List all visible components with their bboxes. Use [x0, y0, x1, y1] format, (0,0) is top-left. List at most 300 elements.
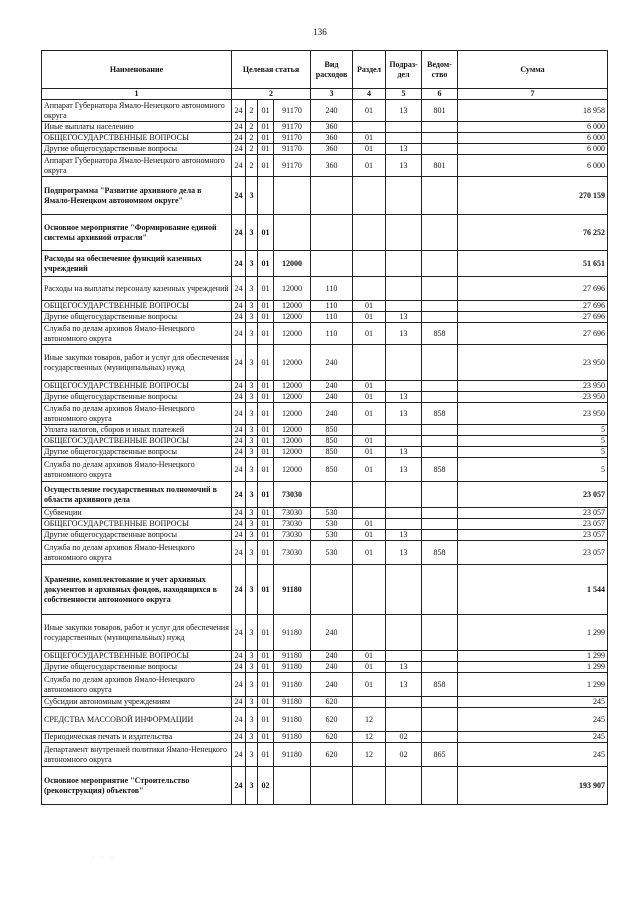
- row-sum: 6 000: [458, 133, 608, 144]
- department-code: [422, 122, 458, 133]
- target-code-3: 01: [258, 482, 274, 508]
- table-row: [42, 519, 608, 530]
- target-code-4: [274, 215, 311, 251]
- target-code-3: 01: [258, 436, 274, 447]
- expense-type: 360: [311, 122, 353, 133]
- row-sum: 245: [458, 697, 608, 708]
- expense-type: 620: [311, 697, 353, 708]
- table-row: [42, 277, 608, 301]
- department-code: [422, 651, 458, 662]
- row-name: Департамент внутренней политики Ямало-Ненецкого автономного округа: [42, 743, 232, 767]
- department-code: [422, 251, 458, 277]
- section-code: [353, 615, 386, 651]
- subsection-code: [386, 177, 422, 215]
- row-name: ОБЩЕГОСУДАРСТВЕННЫЕ ВОПРОСЫ: [42, 436, 232, 447]
- section-code: [353, 482, 386, 508]
- target-code-1: 24: [232, 519, 246, 530]
- target-code-2: 3: [246, 651, 258, 662]
- department-code: [422, 662, 458, 673]
- target-code-2: 3: [246, 508, 258, 519]
- row-name: Хранение, комплектование и учет архивных документов и архивных фондов, находящихся в собственности автономного округа: [42, 565, 232, 615]
- row-sum: 6 000: [458, 155, 608, 177]
- target-code-1: 24: [232, 100, 246, 122]
- target-code-2: 3: [246, 277, 258, 301]
- target-code-4: 73030: [274, 541, 311, 565]
- subsection-code: [386, 651, 422, 662]
- target-code-1: 24: [232, 133, 246, 144]
- table-row: [42, 177, 608, 215]
- target-code-4: 91170: [274, 155, 311, 177]
- target-code-4: 12000: [274, 312, 311, 323]
- section-code: 01: [353, 519, 386, 530]
- subsection-code: 02: [386, 743, 422, 767]
- subsection-code: 13: [386, 323, 422, 345]
- target-code-1: 24: [232, 392, 246, 403]
- target-code-4: 91170: [274, 122, 311, 133]
- page-number: 136: [313, 27, 327, 37]
- target-code-2: 3: [246, 541, 258, 565]
- department-code: 801: [422, 155, 458, 177]
- row-name: Иные выплаты населению: [42, 122, 232, 133]
- section-code: [353, 122, 386, 133]
- target-code-3: 01: [258, 743, 274, 767]
- row-name: Аппарат Губернатора Ямало-Ненецкого автономного округа: [42, 155, 232, 177]
- target-code-1: 24: [232, 277, 246, 301]
- expense-type: [311, 482, 353, 508]
- target-code-2: 3: [246, 301, 258, 312]
- subsection-code: 13: [386, 403, 422, 425]
- row-sum: 23 057: [458, 482, 608, 508]
- target-code-3: 01: [258, 708, 274, 732]
- department-code: [422, 177, 458, 215]
- department-code: [422, 436, 458, 447]
- table-row: [42, 312, 608, 323]
- target-code-3: 01: [258, 425, 274, 436]
- row-name: Другие общегосударственные вопросы: [42, 662, 232, 673]
- scan-noise: · · ·: [92, 855, 116, 861]
- target-code-1: 24: [232, 651, 246, 662]
- expense-type: 530: [311, 530, 353, 541]
- target-code-2: 2: [246, 155, 258, 177]
- department-code: [422, 301, 458, 312]
- target-code-2: 3: [246, 345, 258, 381]
- table-row: [42, 458, 608, 482]
- target-code-1: 24: [232, 732, 246, 743]
- target-code-1: 24: [232, 381, 246, 392]
- column-number-row: [42, 89, 608, 100]
- table-row: [42, 447, 608, 458]
- section-code: 01: [353, 100, 386, 122]
- target-code-1: 24: [232, 215, 246, 251]
- subsection-code: [386, 519, 422, 530]
- row-name: Периодическая печать и издательства: [42, 732, 232, 743]
- target-code-4: 12000: [274, 381, 311, 392]
- table-row: [42, 345, 608, 381]
- target-code-4: 91180: [274, 615, 311, 651]
- row-name: Расходы на выплаты персоналу казенных учреждений: [42, 277, 232, 301]
- row-sum: 23 950: [458, 392, 608, 403]
- department-code: [422, 708, 458, 732]
- row-sum: 193 907: [458, 767, 608, 805]
- row-sum: 23 950: [458, 345, 608, 381]
- table-row: [42, 708, 608, 732]
- table-row: [42, 615, 608, 651]
- expense-type: 240: [311, 673, 353, 697]
- target-code-3: 01: [258, 381, 274, 392]
- target-code-4: 12000: [274, 345, 311, 381]
- column-number: 4: [353, 89, 386, 100]
- target-code-3: 01: [258, 541, 274, 565]
- target-code-3: 01: [258, 215, 274, 251]
- row-name: ОБЩЕГОСУДАРСТВЕННЫЕ ВОПРОСЫ: [42, 519, 232, 530]
- target-code-3: 01: [258, 651, 274, 662]
- target-code-1: 24: [232, 323, 246, 345]
- target-code-4: 91170: [274, 144, 311, 155]
- section-code: 01: [353, 381, 386, 392]
- row-sum: 23 057: [458, 508, 608, 519]
- table-row: [42, 697, 608, 708]
- target-code-4: 91180: [274, 697, 311, 708]
- expense-type: [311, 565, 353, 615]
- target-code-3: 01: [258, 519, 274, 530]
- target-code-4: [274, 177, 311, 215]
- subsection-code: [386, 251, 422, 277]
- row-sum: 23 950: [458, 403, 608, 425]
- subsection-code: [386, 301, 422, 312]
- table-row: [42, 743, 608, 767]
- expense-type: 110: [311, 312, 353, 323]
- section-code: 01: [353, 541, 386, 565]
- target-code-1: 24: [232, 436, 246, 447]
- expense-type: [311, 767, 353, 805]
- target-code-2: 3: [246, 215, 258, 251]
- row-sum: 76 252: [458, 215, 608, 251]
- row-sum: 5: [458, 425, 608, 436]
- expense-type: [311, 177, 353, 215]
- row-name: Уплата налогов, сборов и иных платежей: [42, 425, 232, 436]
- table-row: [42, 425, 608, 436]
- section-code: 01: [353, 403, 386, 425]
- section-code: [353, 177, 386, 215]
- department-code: [422, 530, 458, 541]
- expense-type: 530: [311, 508, 353, 519]
- subsection-code: [386, 565, 422, 615]
- target-code-4: 12000: [274, 301, 311, 312]
- table-row: [42, 767, 608, 805]
- target-code-2: 2: [246, 144, 258, 155]
- row-name: ОБЩЕГОСУДАРСТВЕННЫЕ ВОПРОСЫ: [42, 301, 232, 312]
- budget-table: [41, 50, 608, 805]
- target-code-2: 3: [246, 732, 258, 743]
- subsection-code: 02: [386, 732, 422, 743]
- expense-type: 360: [311, 133, 353, 144]
- target-code-4: 12000: [274, 392, 311, 403]
- target-code-1: 24: [232, 458, 246, 482]
- department-code: [422, 133, 458, 144]
- row-sum: 270 159: [458, 177, 608, 215]
- target-code-1: 24: [232, 565, 246, 615]
- expense-type: 360: [311, 144, 353, 155]
- target-code-4: 73030: [274, 519, 311, 530]
- section-code: 01: [353, 651, 386, 662]
- row-name: ОБЩЕГОСУДАРСТВЕННЫЕ ВОПРОСЫ: [42, 133, 232, 144]
- table-row: [42, 732, 608, 743]
- department-code: [422, 767, 458, 805]
- target-code-4: 91170: [274, 133, 311, 144]
- column-number: 5: [386, 89, 422, 100]
- table-row: [42, 251, 608, 277]
- header-section: Раздел: [353, 51, 386, 89]
- target-code-3: 01: [258, 565, 274, 615]
- target-code-3: 01: [258, 100, 274, 122]
- subsection-code: [386, 697, 422, 708]
- subsection-code: 13: [386, 530, 422, 541]
- target-code-4: 91180: [274, 673, 311, 697]
- department-code: 858: [422, 323, 458, 345]
- target-code-4: 91180: [274, 662, 311, 673]
- table-row: [42, 122, 608, 133]
- row-name: Субсидии автономным учреждениям: [42, 697, 232, 708]
- target-code-1: 24: [232, 530, 246, 541]
- target-code-2: 3: [246, 708, 258, 732]
- expense-type: 240: [311, 381, 353, 392]
- section-code: 01: [353, 436, 386, 447]
- subsection-code: [386, 277, 422, 301]
- section-code: 01: [353, 301, 386, 312]
- target-code-3: [258, 177, 274, 215]
- department-code: 858: [422, 673, 458, 697]
- section-code: 01: [353, 530, 386, 541]
- section-code: 01: [353, 447, 386, 458]
- subsection-code: 13: [386, 155, 422, 177]
- department-code: [422, 392, 458, 403]
- target-code-3: 01: [258, 301, 274, 312]
- row-name: Основное мероприятие "Формирование единой системы архивной отрасли": [42, 215, 232, 251]
- target-code-1: 24: [232, 482, 246, 508]
- target-code-4: 91170: [274, 100, 311, 122]
- target-code-3: 01: [258, 697, 274, 708]
- table-row: [42, 215, 608, 251]
- row-sum: 245: [458, 732, 608, 743]
- row-sum: 1 299: [458, 662, 608, 673]
- target-code-4: 12000: [274, 251, 311, 277]
- department-code: [422, 565, 458, 615]
- subsection-code: 13: [386, 673, 422, 697]
- header-name: Наименование: [42, 51, 232, 89]
- department-code: [422, 345, 458, 381]
- department-code: 865: [422, 743, 458, 767]
- row-name: Субвенции: [42, 508, 232, 519]
- row-sum: 23 057: [458, 519, 608, 530]
- target-code-2: 3: [246, 482, 258, 508]
- target-code-1: 24: [232, 144, 246, 155]
- target-code-2: 3: [246, 743, 258, 767]
- expense-type: 620: [311, 732, 353, 743]
- section-code: 01: [353, 323, 386, 345]
- target-code-3: 01: [258, 673, 274, 697]
- target-code-4: 12000: [274, 277, 311, 301]
- row-name: Осуществление государственных полномочий в области архивного дела: [42, 482, 232, 508]
- target-code-4: 91180: [274, 565, 311, 615]
- target-code-1: 24: [232, 403, 246, 425]
- department-code: [422, 508, 458, 519]
- target-code-1: 24: [232, 345, 246, 381]
- expense-type: 110: [311, 301, 353, 312]
- table-row: [42, 100, 608, 122]
- row-sum: 51 651: [458, 251, 608, 277]
- row-name: Служба по делам архивов Ямало-Ненецкого автономного округа: [42, 458, 232, 482]
- target-code-3: 01: [258, 122, 274, 133]
- target-code-3: 01: [258, 312, 274, 323]
- row-sum: 5: [458, 447, 608, 458]
- expense-type: 240: [311, 662, 353, 673]
- target-code-3: 01: [258, 251, 274, 277]
- section-code: [353, 345, 386, 381]
- target-code-1: 24: [232, 615, 246, 651]
- row-sum: 1 299: [458, 615, 608, 651]
- table-row: [42, 482, 608, 508]
- subsection-code: [386, 615, 422, 651]
- row-name: Служба по делам архивов Ямало-Ненецкого автономного округа: [42, 403, 232, 425]
- target-code-3: 01: [258, 392, 274, 403]
- subsection-code: [386, 436, 422, 447]
- target-code-3: 01: [258, 144, 274, 155]
- subsection-code: [386, 708, 422, 732]
- header-target: Целевая статья: [232, 51, 311, 89]
- expense-type: 530: [311, 541, 353, 565]
- row-name: Аппарат Губернатора Ямало-Ненецкого автономного округа: [42, 100, 232, 122]
- expense-type: 110: [311, 277, 353, 301]
- expense-type: 240: [311, 100, 353, 122]
- target-code-3: 01: [258, 277, 274, 301]
- target-code-1: 24: [232, 301, 246, 312]
- target-code-4: 12000: [274, 323, 311, 345]
- table-row: [42, 436, 608, 447]
- expense-type: 850: [311, 425, 353, 436]
- target-code-1: 24: [232, 508, 246, 519]
- target-code-3: 01: [258, 155, 274, 177]
- header-subsection: Подраз-дел: [386, 51, 422, 89]
- target-code-4: 91180: [274, 732, 311, 743]
- subsection-code: 13: [386, 312, 422, 323]
- target-code-2: 2: [246, 133, 258, 144]
- section-code: 01: [353, 312, 386, 323]
- target-code-4: [274, 767, 311, 805]
- row-sum: 27 696: [458, 277, 608, 301]
- section-code: 01: [353, 458, 386, 482]
- row-sum: 27 696: [458, 323, 608, 345]
- subsection-code: [386, 508, 422, 519]
- subsection-code: 13: [386, 458, 422, 482]
- department-code: [422, 312, 458, 323]
- department-code: 858: [422, 541, 458, 565]
- department-code: [422, 277, 458, 301]
- section-code: 01: [353, 133, 386, 144]
- row-name: Служба по делам архивов Ямало-Ненецкого автономного округа: [42, 323, 232, 345]
- table-row: [42, 133, 608, 144]
- target-code-1: 24: [232, 697, 246, 708]
- target-code-1: 24: [232, 155, 246, 177]
- column-number: 1: [42, 89, 232, 100]
- column-number: 2: [232, 89, 311, 100]
- target-code-1: 24: [232, 743, 246, 767]
- target-code-3: 01: [258, 447, 274, 458]
- section-code: [353, 565, 386, 615]
- table-row: [42, 155, 608, 177]
- target-code-2: 3: [246, 392, 258, 403]
- row-name: ОБЩЕГОСУДАРСТВЕННЫЕ ВОПРОСЫ: [42, 381, 232, 392]
- section-code: 12: [353, 732, 386, 743]
- target-code-2: 3: [246, 381, 258, 392]
- target-code-1: 24: [232, 177, 246, 215]
- target-code-1: 24: [232, 251, 246, 277]
- header-sum: Сумма: [458, 51, 608, 89]
- subsection-code: [386, 215, 422, 251]
- target-code-2: 3: [246, 615, 258, 651]
- row-sum: 23 057: [458, 541, 608, 565]
- expense-type: 110: [311, 323, 353, 345]
- column-number: 7: [458, 89, 608, 100]
- row-name: Подпрограмма "Развитие архивного дела в Ямало-Ненецком автономном округе": [42, 177, 232, 215]
- department-code: [422, 425, 458, 436]
- target-code-2: 2: [246, 122, 258, 133]
- row-name: Иные закупки товаров, работ и услуг для обеспечения государственных (муниципальных) нужд: [42, 345, 232, 381]
- section-code: [353, 697, 386, 708]
- expense-type: 530: [311, 519, 353, 530]
- target-code-1: 24: [232, 673, 246, 697]
- section-code: [353, 425, 386, 436]
- target-code-4: 73030: [274, 508, 311, 519]
- section-code: [353, 215, 386, 251]
- target-code-2: 2: [246, 100, 258, 122]
- row-name: Другие общегосударственные вопросы: [42, 447, 232, 458]
- row-sum: 27 696: [458, 301, 608, 312]
- target-code-2: 3: [246, 662, 258, 673]
- table-row: [42, 565, 608, 615]
- target-code-3: 01: [258, 403, 274, 425]
- department-code: [422, 697, 458, 708]
- department-code: [422, 381, 458, 392]
- target-code-1: 24: [232, 767, 246, 805]
- subsection-code: [386, 482, 422, 508]
- expense-type: 850: [311, 436, 353, 447]
- department-code: [422, 144, 458, 155]
- target-code-3: 01: [258, 458, 274, 482]
- target-code-3: 01: [258, 615, 274, 651]
- row-sum: 6 000: [458, 122, 608, 133]
- department-code: [422, 447, 458, 458]
- target-code-1: 24: [232, 662, 246, 673]
- expense-type: 240: [311, 615, 353, 651]
- row-name: Другие общегосударственные вопросы: [42, 530, 232, 541]
- section-code: [353, 508, 386, 519]
- target-code-2: 3: [246, 519, 258, 530]
- subsection-code: 13: [386, 662, 422, 673]
- row-sum: 5: [458, 436, 608, 447]
- header-expense-type: Вид расходов: [311, 51, 353, 89]
- target-code-4: 12000: [274, 458, 311, 482]
- target-code-4: 91180: [274, 708, 311, 732]
- department-code: [422, 732, 458, 743]
- target-code-2: 3: [246, 767, 258, 805]
- target-code-2: 3: [246, 177, 258, 215]
- table-row: [42, 403, 608, 425]
- target-code-3: 01: [258, 345, 274, 381]
- section-code: 01: [353, 392, 386, 403]
- target-code-2: 3: [246, 458, 258, 482]
- row-sum: 1 299: [458, 651, 608, 662]
- table-row: [42, 392, 608, 403]
